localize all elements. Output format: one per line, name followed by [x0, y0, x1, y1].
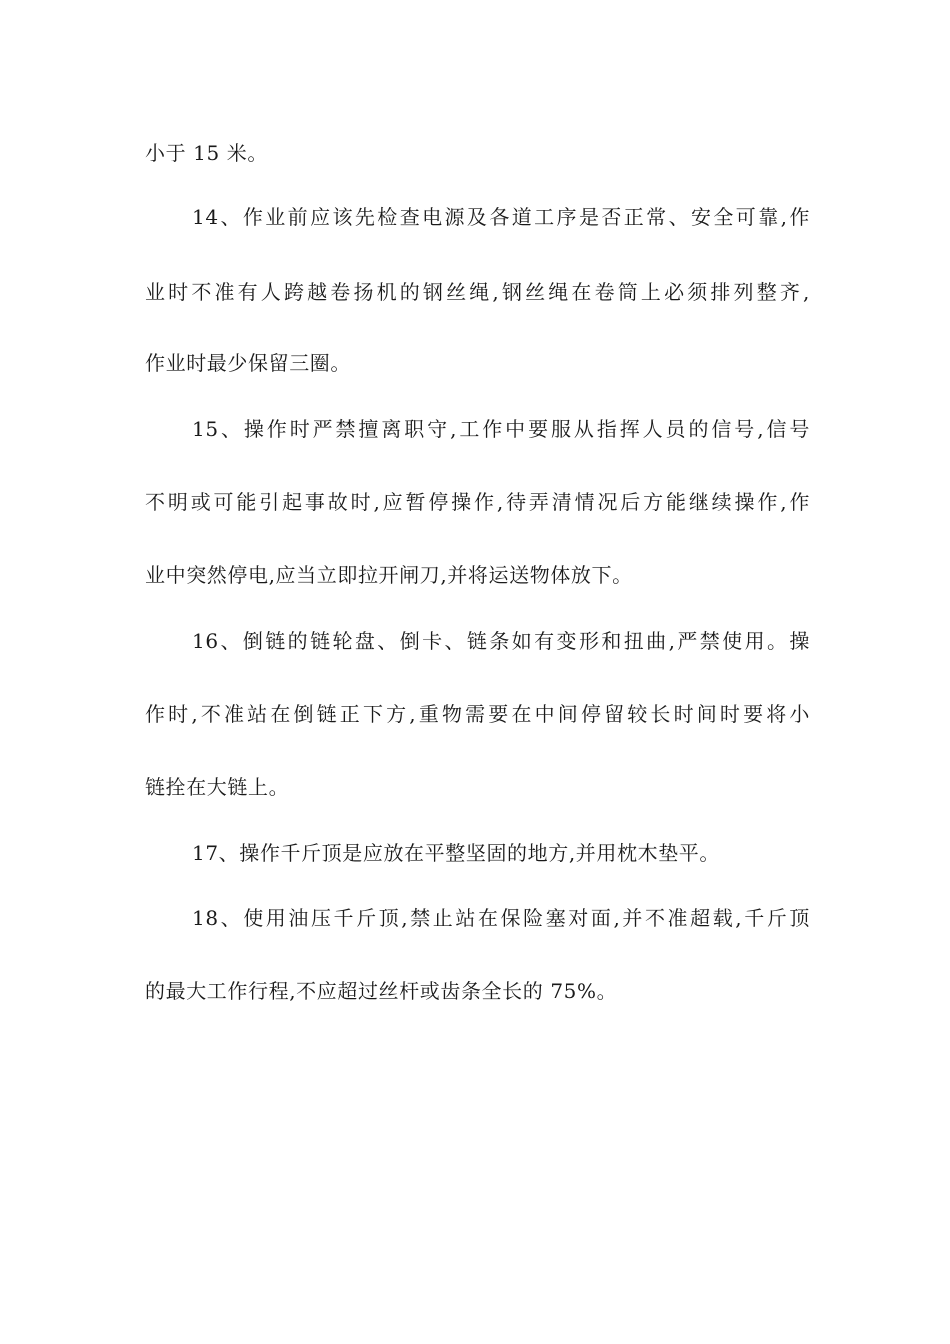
item-17-line-1: 17、操作千斤顶是应放在平整坚固的地方,并用枕木垫平。 — [192, 841, 721, 865]
item-16-line-2: 作时,不准站在倒链正下方,重物需要在中间停留较长时间时要将小 — [145, 702, 810, 726]
text-line-1: 小于 15 米。 — [145, 141, 268, 165]
item-15-line-3: 业中突然停电,应当立即拉开闸刀,并将运送物体放下。 — [145, 563, 633, 587]
item-14-line-3: 作业时最少保留三圈。 — [145, 351, 351, 375]
item-14-line-1: 14、作业前应该先检查电源及各道工序是否正常、安全可靠,作 — [192, 205, 810, 229]
item-14-line-2: 业时不准有人跨越卷扬机的钢丝绳,钢丝绳在卷筒上必须排列整齐, — [145, 280, 810, 304]
item-15-line-1: 15、操作时严禁擅离职守,工作中要服从指挥人员的信号,信号 — [192, 417, 810, 441]
item-15-line-2: 不明或可能引起事故时,应暂停操作,待弄清情况后方能继续操作,作 — [145, 490, 810, 514]
item-16-line-3: 链拴在大链上。 — [145, 775, 290, 799]
item-18-line-2: 的最大工作行程,不应超过丝杆或齿条全长的 75%。 — [145, 979, 618, 1003]
item-16-line-1: 16、倒链的链轮盘、倒卡、链条如有变形和扭曲,严禁使用。操 — [192, 629, 810, 653]
item-18-line-1: 18、使用油压千斤顶,禁止站在保险塞对面,并不准超载,千斤顶 — [192, 906, 810, 930]
